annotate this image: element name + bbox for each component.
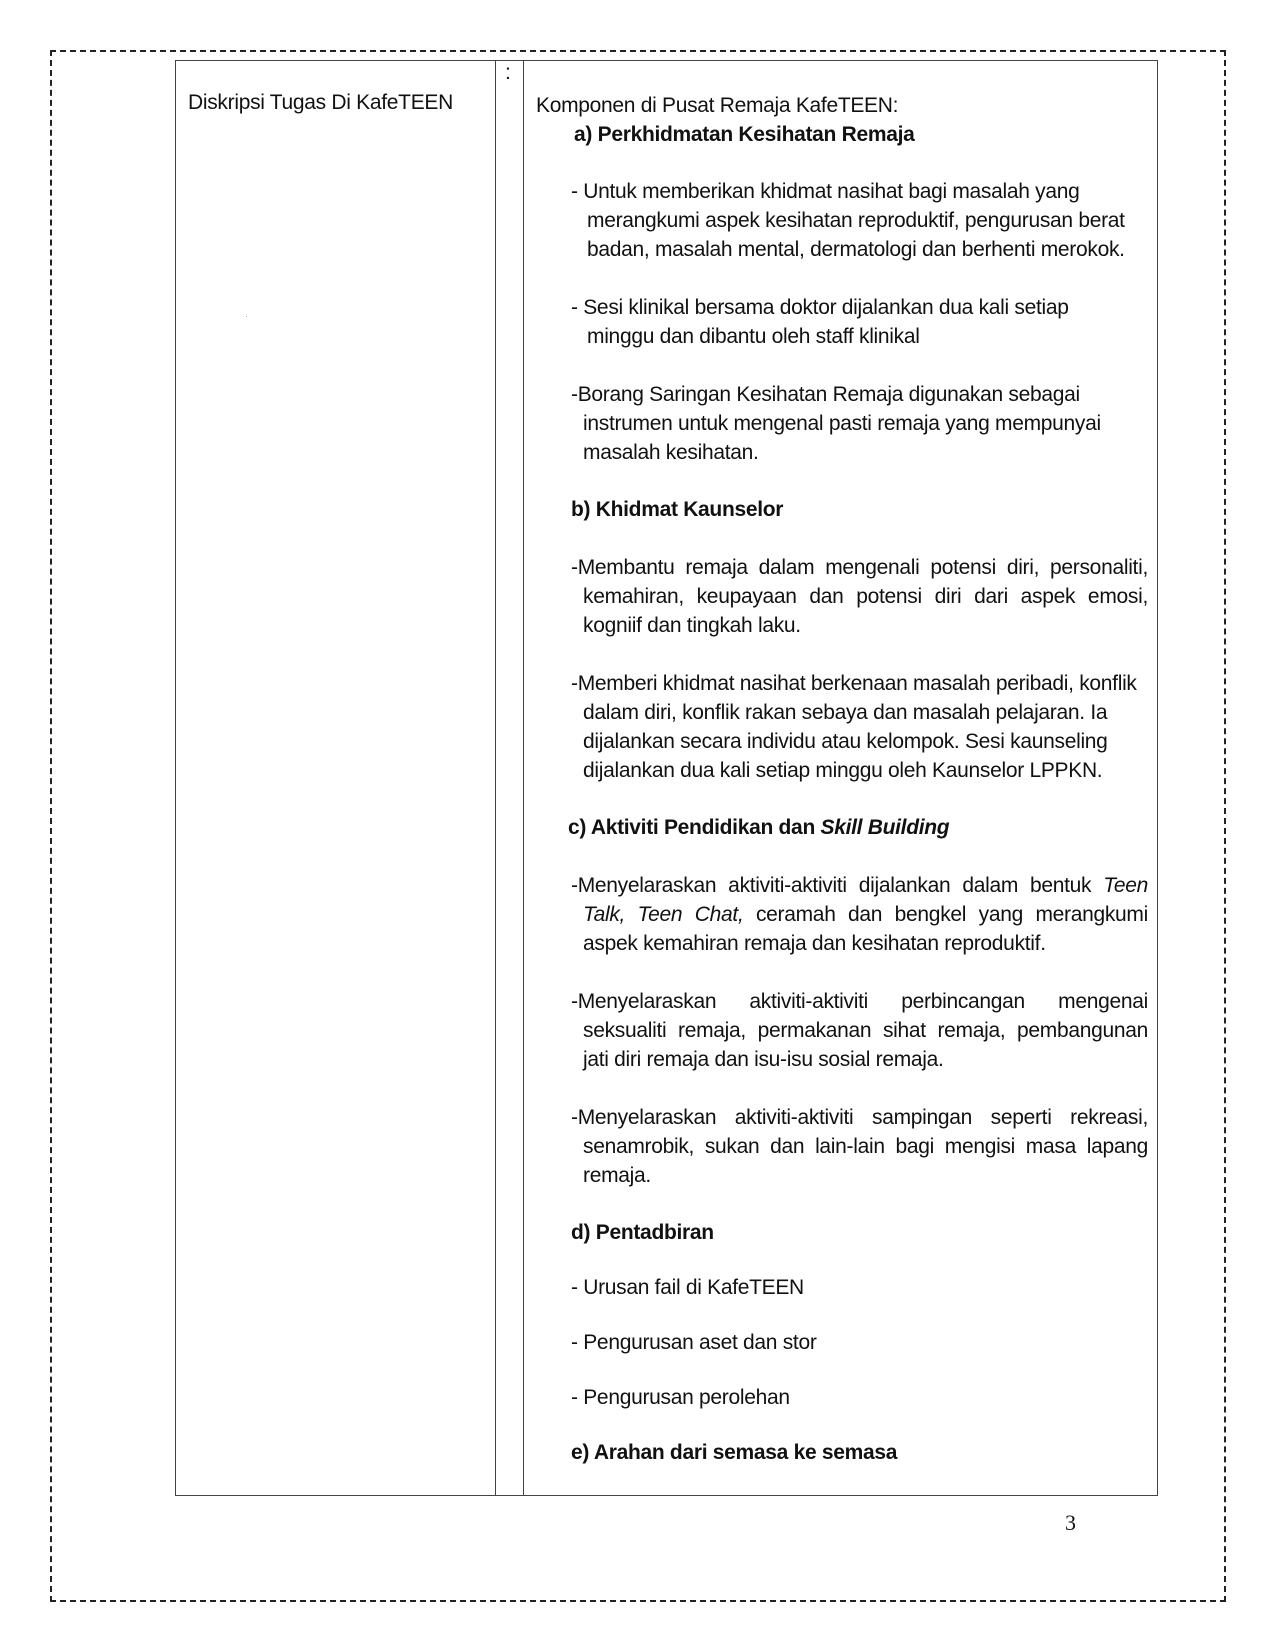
section-c-item1-italic: Teen Talk, Teen Chat,	[583, 874, 1148, 926]
content-cell	[536, 91, 1148, 1467]
section-b-heading: b) Khidmat Kaunselor	[571, 498, 784, 521]
section-a-item: -Borang Saringan Kesihatan Remaja digunakan sebagai instrumen untuk mengenal pasti remaja yang mempunyai masalah kesihatan.	[571, 383, 1101, 464]
section-c-item: -Menyelaraskan aktiviti-aktiviti perbincangan mengenai seksualiti remaja, permakanan sihat remaja, pembangunan jati diri remaja dan isu-isu sosial remaja.	[571, 990, 1148, 1071]
section-d-item: - Urusan fail di KafeTEEN	[571, 1276, 804, 1299]
job-description-table	[175, 60, 1158, 1496]
page-number: 3	[1065, 1510, 1076, 1535]
section-c-item1-pre: -Menyelaraskan aktiviti-aktiviti dijalankan dalam bentuk	[571, 874, 1104, 897]
section-c-heading	[568, 813, 1148, 842]
section-d-heading: d) Pentadbiran	[571, 1221, 714, 1244]
column-divider	[523, 61, 524, 1495]
left-label: Diskripsi Tugas Di KafeTEEN	[188, 91, 453, 114]
section-c-heading-italic: Skill Building	[820, 816, 950, 839]
section-a-heading: a) Perkhidmatan Kesihatan Remaja	[574, 123, 915, 146]
scan-speck	[246, 316, 247, 317]
column-divider	[495, 61, 496, 1495]
colon-separator: :	[505, 61, 511, 84]
section-c-heading-prefix: c) Aktiviti Pendidikan dan	[568, 816, 821, 839]
section-b-item: -Membantu remaja dalam mengenali potensi diri, personaliti, kemahiran, keupayaan dan potensi diri dari aspek emosi, kogniif dan tingkah laku.	[571, 556, 1148, 637]
section-c-item: -Menyelaraskan aktiviti-aktiviti sampingan seperti rekreasi, senamrobik, sukan dan lain-lain bagi mengisi masa lapang remaja.	[571, 1106, 1148, 1187]
section-c-item	[571, 871, 1148, 958]
section-e-heading: e) Arahan dari semasa ke semasa	[571, 1441, 898, 1464]
section-a-item: - Sesi klinikal bersama doktor dijalankan dua kali setiap minggu dan dibantu oleh staff klinikal	[571, 296, 1069, 348]
section-d-item: - Pengurusan perolehan	[571, 1386, 790, 1409]
section-b-item: -Memberi khidmat nasihat berkenaan masalah peribadi, konflik dalam diri, konflik rakan sebaya dan masalah pelajaran. Ia dijalankan secara individu atau kelompok. Sesi kaunseling dijalankan dua kali setiap minggu oleh Kaunselor LPPKN.	[571, 672, 1137, 782]
intro-text: Komponen di Pusat Remaja KafeTEEN:	[536, 94, 899, 117]
section-a-item: - Untuk memberikan khidmat nasihat bagi masalah yang merangkumi aspek kesihatan reproduktif, pengurusan berat badan, masalah mental, dermatologi dan berhenti merokok.	[571, 180, 1125, 261]
section-d-item: - Pengurusan aset dan stor	[571, 1331, 817, 1354]
section-c-item1-post: ceramah dan bengkel yang merangkumi aspek kemahiran remaja dan kesihatan reproduktif.	[583, 903, 1148, 955]
